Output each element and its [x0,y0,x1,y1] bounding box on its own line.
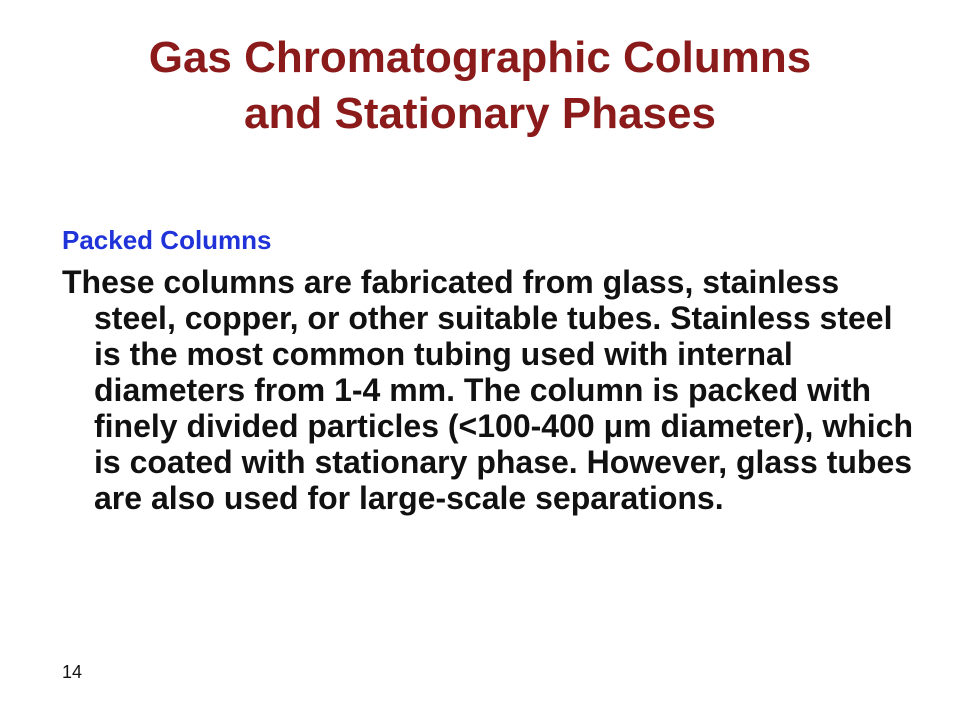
slide-content [62,222,922,516]
slide-title [40,30,920,142]
title-line-2: and Stationary Phases [244,89,716,138]
title-line-1: Gas Chromatographic Columns [148,33,812,82]
page-number: 14 [62,662,83,682]
body-paragraph: These columns are fabricated from glass, stainless steel, copper, or other suitable tubes. Stainless steel is the most common tubing used with internal diameters from 1-4 mm. The column is packed with finely divided particles (<100-400 μm diameter), which is coated with stationary phase. However, glass tubes are also used for large-scale separations. [62,264,913,516]
section-heading: Packed Columns [62,225,272,255]
